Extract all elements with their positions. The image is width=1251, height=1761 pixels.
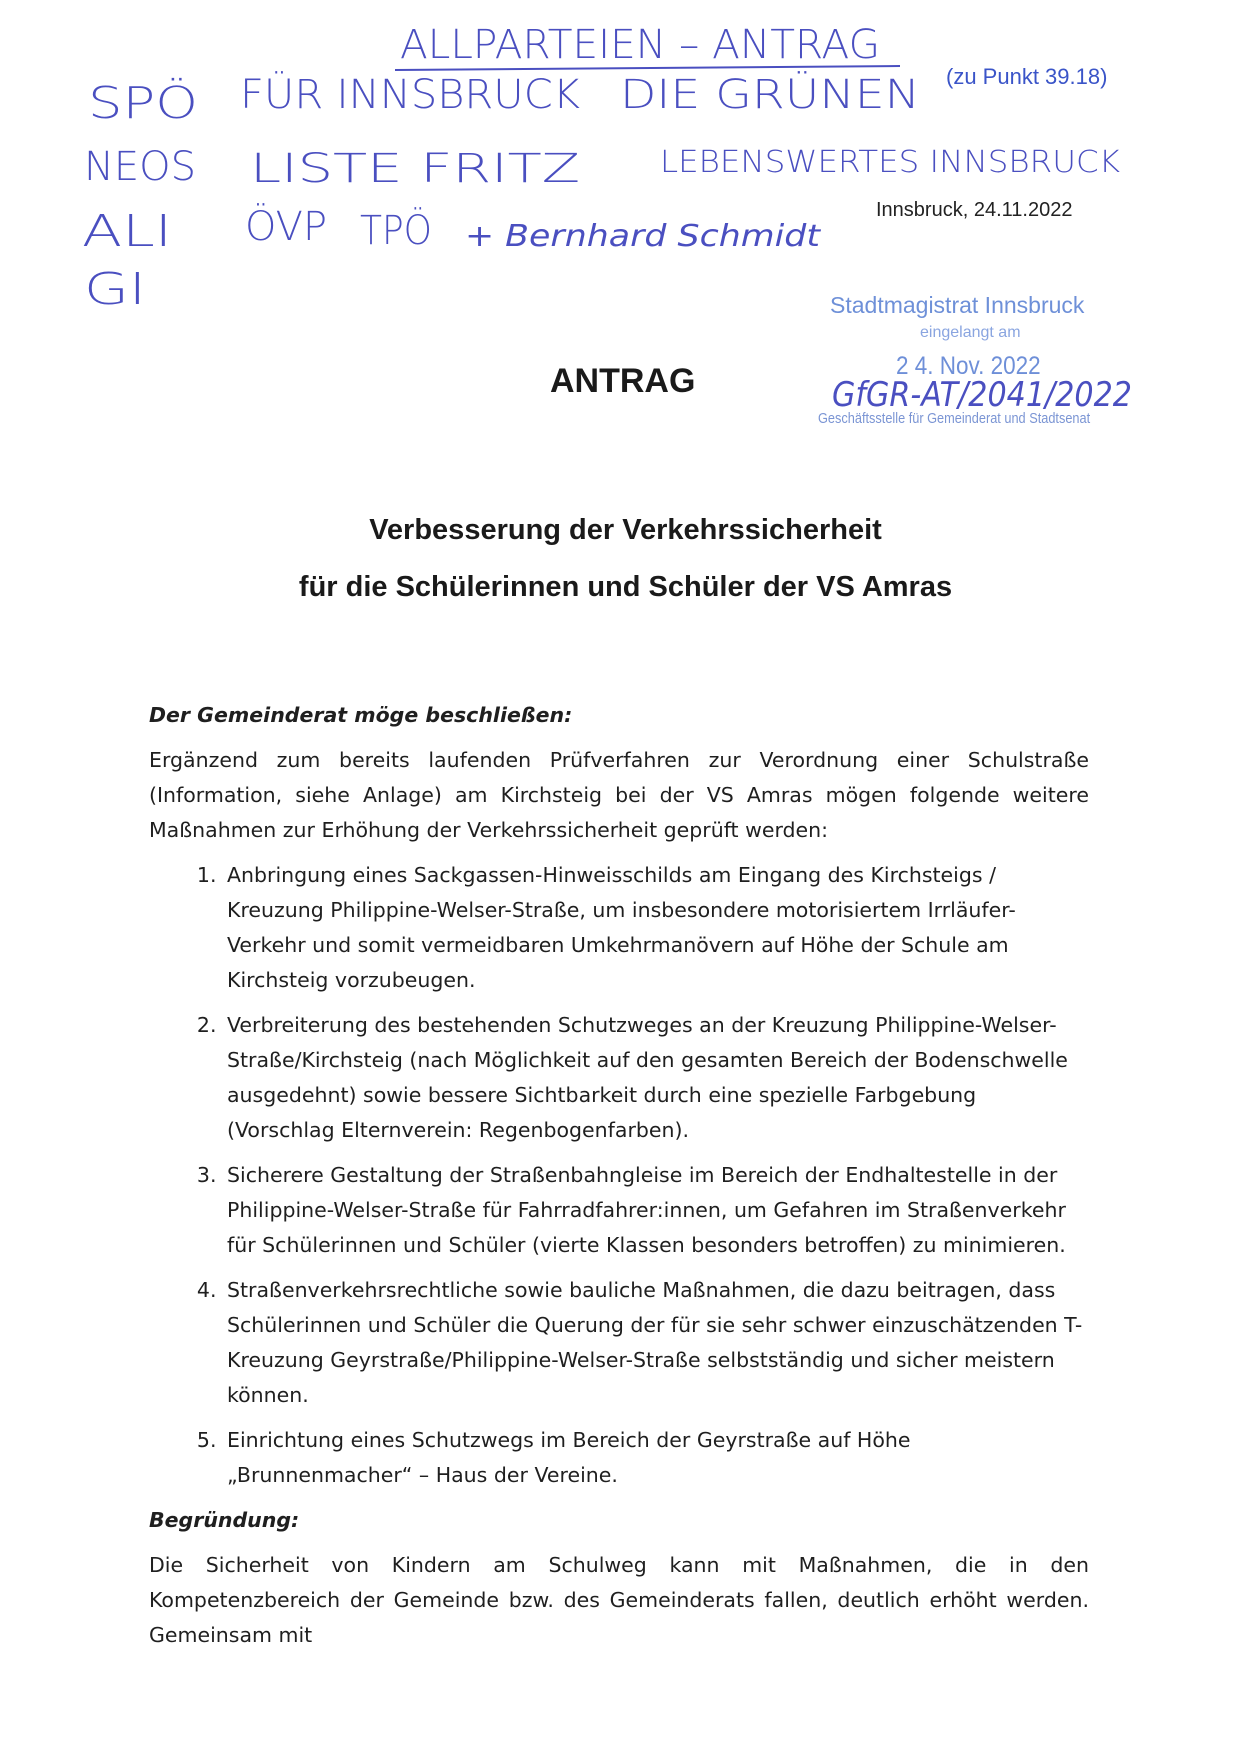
svg-text:LISTE FRITZ: LISTE FRITZ: [250, 146, 580, 192]
stamp-date: 2 4. Nov. 2022: [896, 352, 1041, 380]
handwritten-party-list: [0, 0, 1251, 330]
svg-text:FÜR INNSBRUCK: FÜR INNSBRUCK: [240, 72, 568, 118]
reasoning-heading: Begründung:: [149, 1508, 300, 1532]
agenda-item-reference: (zu Punkt 39.18): [946, 64, 1108, 89]
document-body: [149, 698, 1089, 1663]
measure-item: 1. Anbringung eines Sackgassen-Hinweisschilds am Eingang des Kirchsteigs / Kreuzung Philippine-Welser-Straße, um insbesondere motorisiertem Irrläufer-Verkehr und somit vermeidbaren Umkehrmanövern auf Höhe der Schule am Kirchsteig vorzubeugen.: [223, 858, 1089, 998]
measure-item: 3. Sicherere Gestaltung der Straßenbahngleise im Bereich der Endhaltestelle in der Philippine-Welser-Straße für Fahrradfahrer:innen, um Gefahren im Straßenverkehr für Schülerinnen und Schüler (vierte Klassen besonders betroffen) zu minimieren.: [223, 1158, 1089, 1263]
document-title-line-2: für die Schülerinnen und Schüler der VS Amras: [298, 571, 953, 603]
svg-text:ALI: ALI: [82, 206, 172, 257]
svg-text:GI: GI: [84, 264, 146, 315]
handwriting-row-1: [88, 70, 920, 129]
svg-text:ÖVP: ÖVP: [245, 204, 328, 250]
measure-item: 5. Einrichtung eines Schutzwegs im Bereich der Geyrstraße auf Höhe „Brunnenmacher“ – Haus der Vereine.: [223, 1423, 1089, 1493]
handwriting-row-3: [82, 202, 821, 257]
svg-text:LEBENSWERTES INNSBRUCK: LEBENSWERTES INNSBRUCK: [660, 145, 1121, 180]
svg-text:ALLPARTEIEN – ANTRAG: ALLPARTEIEN – ANTRAG: [400, 22, 880, 68]
reasoning-paragraph: Die Sicherheit von Kindern am Schulweg kann mit Maßnahmen, die in den Kompetenzbereich der Gemeinde bzw. des Gemeinderats fallen, deutlich erhöht werden. Gemeinsam mit: [149, 1553, 1089, 1647]
intro-paragraph: Ergänzend zum bereits laufenden Prüfverfahren zur Verordnung einer Schulstraße (Information, siehe Anlage) am Kirchsteig bei der VS Amras mögen folgende weitere Maßnahmen zur Erhöhung der Verkehrssicherheit geprüft werden:: [149, 748, 1089, 842]
svg-text:NEOS: NEOS: [84, 144, 196, 190]
measure-item: 4. Straßenverkehrsrechtliche sowie bauliche Maßnahmen, die dazu beitragen, dass Schülerinnen und Schüler die Querung der für sie sehr schwer einzuschätzenden T-Kreuzung Geyrstraße/Philippine-Welser-Straße selbstständig und sicher meistern können.: [223, 1273, 1089, 1413]
handwriting-row-2: [84, 144, 1120, 192]
receipt-stamp: [818, 292, 1132, 442]
measures-list: [149, 858, 1089, 1493]
document-type-heading: ANTRAG: [550, 362, 696, 400]
document-title-line-1: Verbesserung der Verkehrssicherheit: [369, 514, 882, 546]
stamp-received-label: eingelangt am: [920, 324, 1021, 341]
resolution-heading: Der Gemeinderat möge beschließen:: [149, 703, 573, 727]
handwriting-heading: [395, 22, 900, 70]
document-date: Innsbruck, 24.11.2022: [876, 199, 1073, 221]
svg-text:SPÖ: SPÖ: [88, 78, 178, 129]
stamp-organization: Stadtmagistrat Innsbruck: [830, 292, 1085, 318]
svg-text:TPÖ: TPÖ: [360, 208, 441, 254]
svg-text:GfGR-AT/2041/2022: GfGR-AT/2041/2022: [832, 375, 1132, 415]
svg-text:+ Bernhard Schmidt: + Bernhard Schmidt: [465, 219, 822, 254]
svg-text:DIE GRÜNEN: DIE GRÜNEN: [620, 72, 874, 118]
stamp-office: Geschäftsstelle für Gemeinderat und Stadtsenat: [818, 410, 1091, 427]
measure-item: 2. Verbreiterung des bestehenden Schutzweges an der Kreuzung Philippine-Welser-Straße/Kirchsteig (nach Möglichkeit auf den gesamten Bereich der Bodenschwelle ausgedehnt) sowie bessere Sichtbarkeit durch eine spezielle Farbgebung (Vorschlag Elternverein: Regenbogenfarben).: [223, 1008, 1089, 1148]
handwriting-row-4: [84, 264, 146, 315]
